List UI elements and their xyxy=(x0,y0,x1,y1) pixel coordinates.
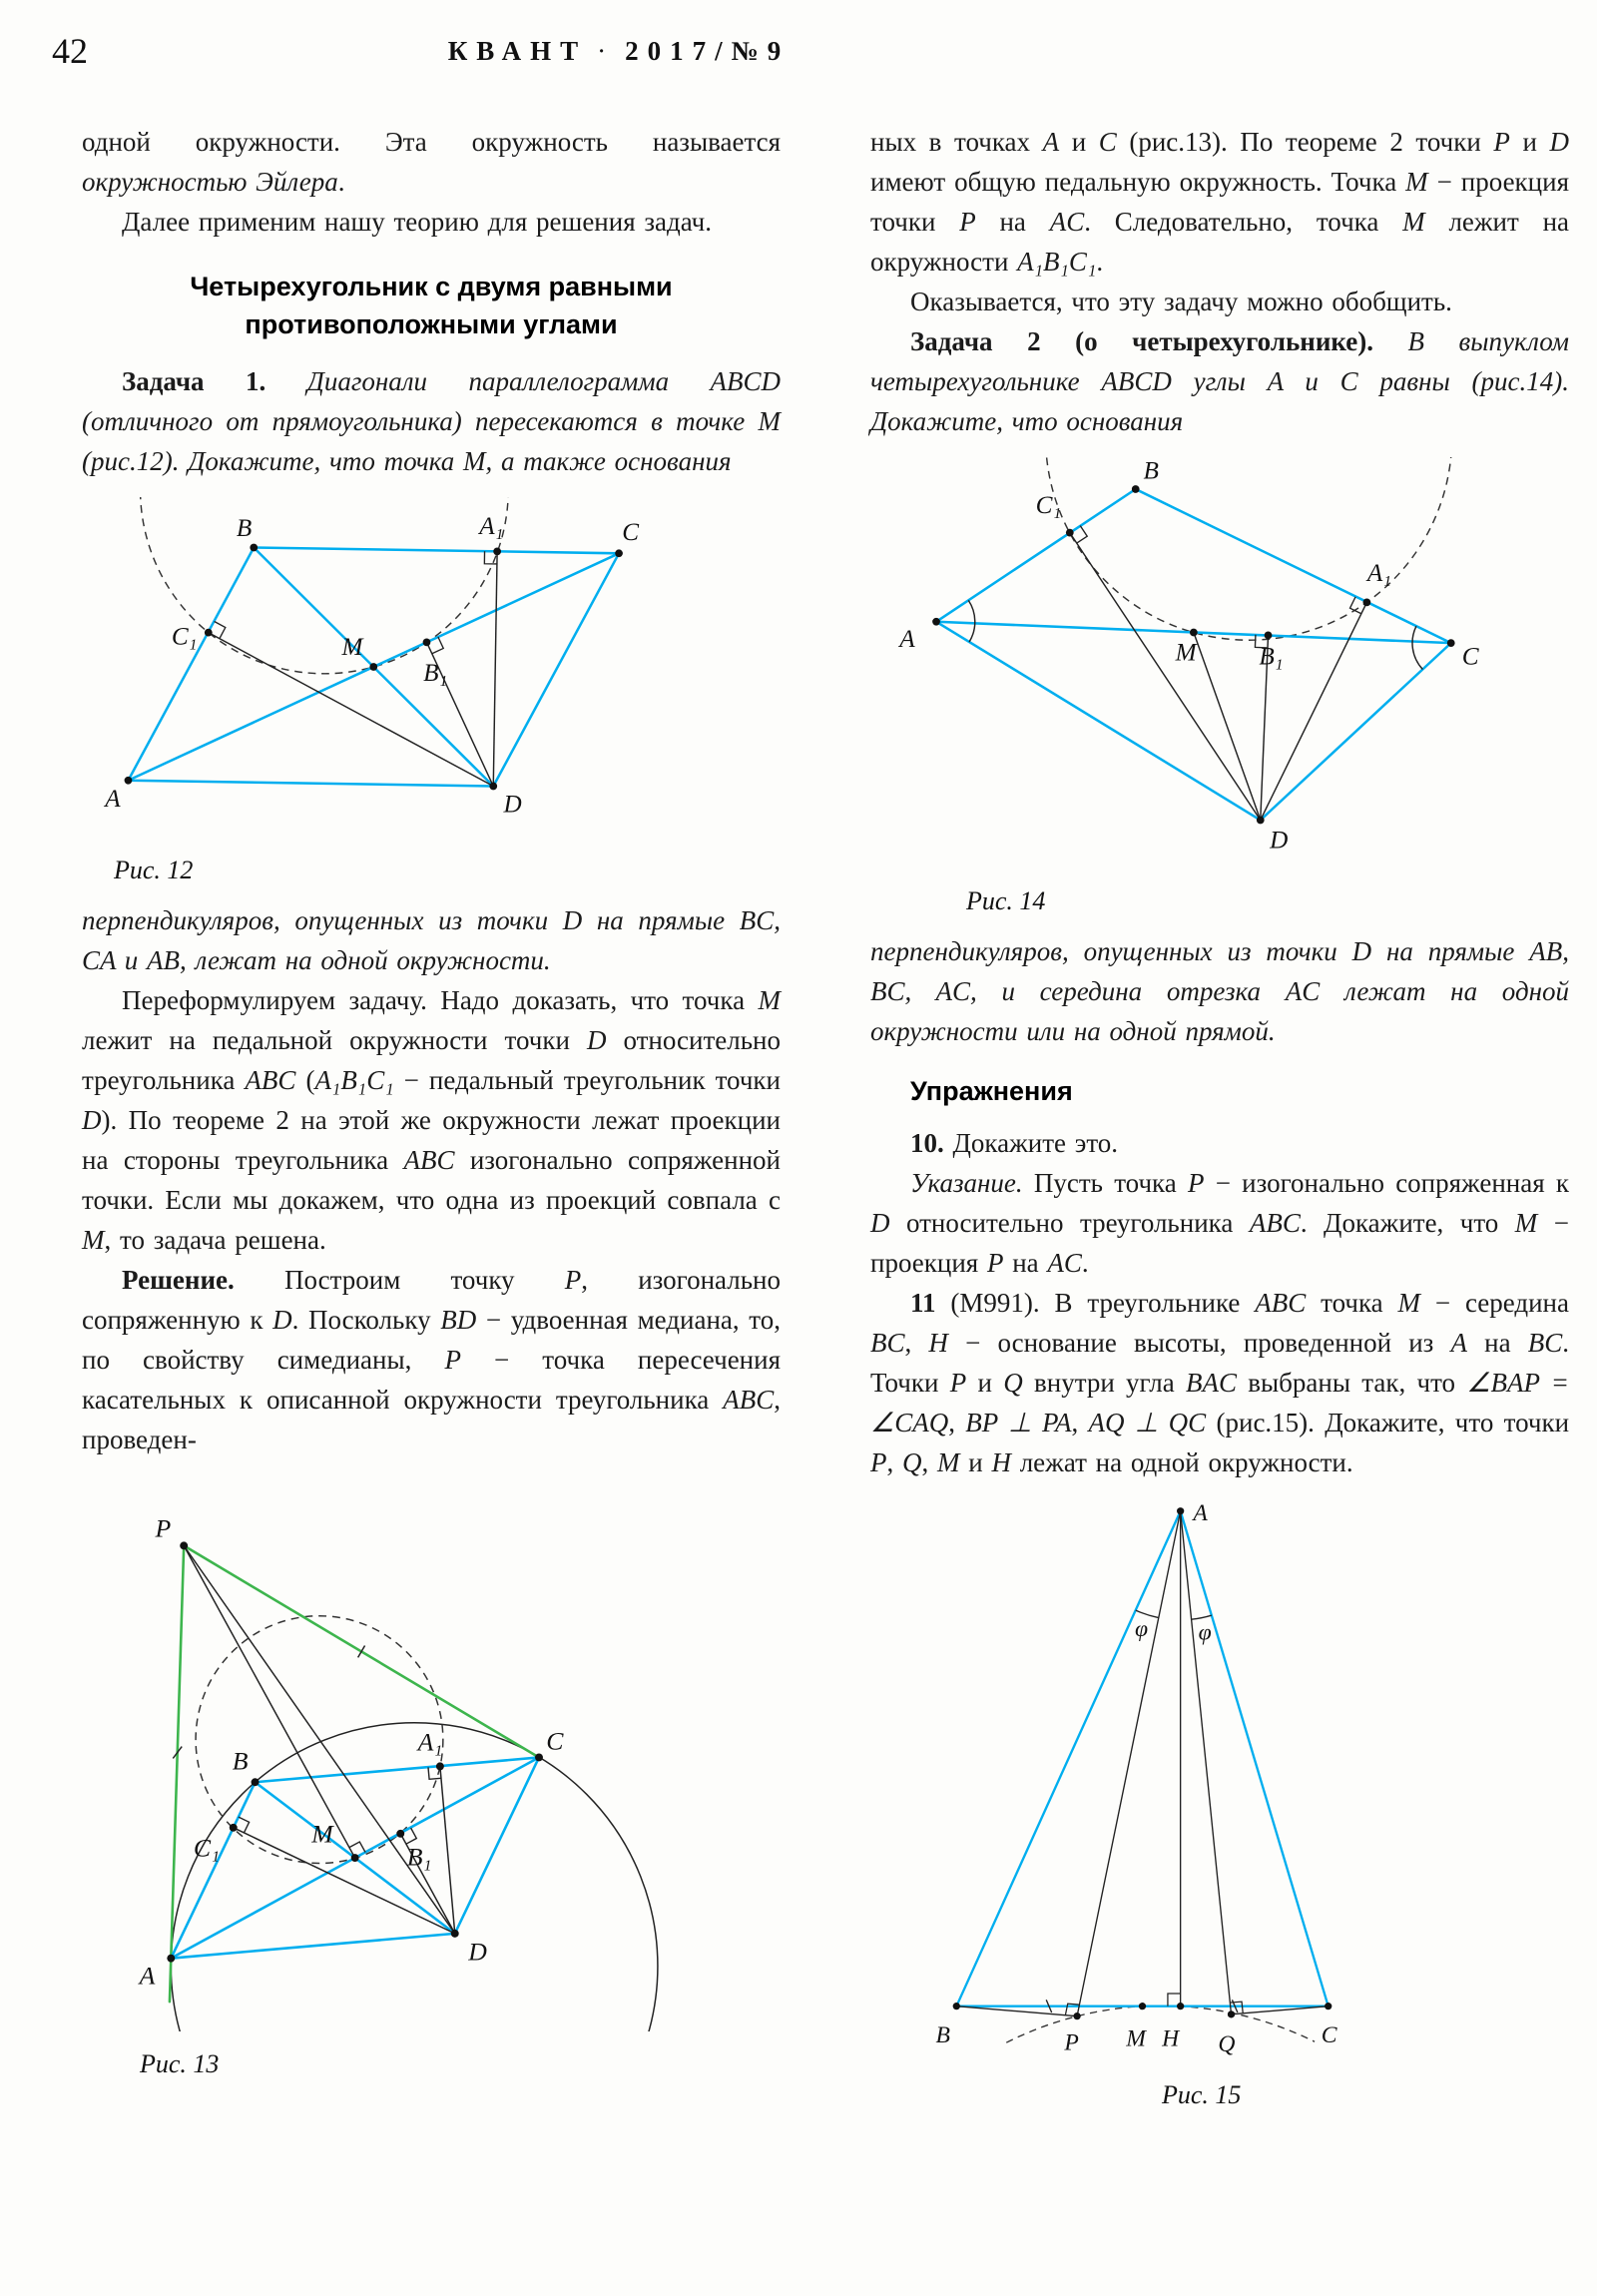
exercise-10-hint: Указание. Пусть точка P − изогонально сопряженная к D относительно треугольника ABC. Докажите, что M − проекция P на AC. xyxy=(870,1168,1569,1278)
fig15-label-phi-left: φ xyxy=(1135,1616,1149,1643)
fig12-label-A: A xyxy=(105,785,121,813)
fig14-label-D: D xyxy=(1270,827,1289,855)
solution-paragraph: Решение. Построим точку P, изогонально сопряженную к D. Поскольку BD − удвоенная медиана, то, по свойству симедианы, P − точка пересечения касательных к описанной окружности треугольника ABC, проведен- xyxy=(82,1265,781,1454)
figure-14 xyxy=(870,457,1569,879)
fig15-label-Q: Q xyxy=(1218,2031,1236,2058)
two-column-layout xyxy=(0,104,1597,2125)
fig12-perpendiculars-from-d xyxy=(209,551,497,786)
fig12-label-D: D xyxy=(503,791,522,819)
figure-12 xyxy=(82,497,781,849)
fig15-label-P: P xyxy=(1064,2029,1079,2056)
figure-13 xyxy=(82,1475,781,2042)
fig15-label-phi-right: φ xyxy=(1198,1619,1212,1646)
figure-12-drawing xyxy=(82,497,681,838)
fig12-label-B: B xyxy=(236,514,253,542)
paragraph-euler-circle: одной окружности. Эта окружность называется окружностью Эйлера. xyxy=(82,127,781,197)
exercises-heading: Упражнения xyxy=(910,1076,1073,1106)
problem-1-statement-continued: перпендикуляров, опущенных из точки D на прямые BC, CA и AB, лежат на одной окружности. xyxy=(82,905,781,975)
fig13-label-B: B xyxy=(232,1746,249,1776)
right-column xyxy=(870,122,1569,2125)
fig13-label-A: A xyxy=(139,1961,156,1991)
journal-header xyxy=(0,36,1238,67)
fig14-label-B: B xyxy=(1143,457,1159,485)
fig12-label-A1: A₁ xyxy=(479,512,504,540)
section-heading: Четырехугольник с двумя равными противоположными углами xyxy=(190,272,673,339)
fig14-label-A: A xyxy=(899,626,915,654)
fig12-label-C1: C₁ xyxy=(171,623,198,651)
fig15-label-C: C xyxy=(1321,2022,1337,2049)
fig13-point-dots xyxy=(167,1541,543,1962)
problem-2-statement-continued: перпендикуляров, опущенных из точки D на прямые AB, BC, AC, и середина отрезка AC лежат на одной окружности или на одной прямой. xyxy=(870,936,1569,1046)
header-separator: · xyxy=(597,36,616,66)
fig14-label-C: C xyxy=(1461,643,1479,671)
left-column xyxy=(82,122,781,2125)
exercise-11: 11 (М991). В треугольнике ABC точка M − середина BC, H − основание высоты, проведенной из A на BC. Точки P и Q внутри угла BAC выбраны так, что ∠BAP = ∠CAQ, BP ⊥ PA, AQ ⊥ QC (рис.15). Докажите, что точки P, Q, M и H лежат на одной окружности. xyxy=(870,1288,1570,1477)
figure-15 xyxy=(870,1498,1569,2073)
fig15-label-A: A xyxy=(1193,1499,1208,1526)
figure-15-caption: Рис. 15 xyxy=(1162,2080,1242,2109)
figure-13-caption: Рис. 13 xyxy=(140,2049,220,2078)
fig15-triangle xyxy=(956,1511,1328,2007)
fig13-label-D: D xyxy=(468,1937,487,1967)
fig13-label-C: C xyxy=(546,1726,564,1756)
problem-1-statement: Задача 1. Диагонали параллелограмма ABCD (отличного от прямоугольника) пересекаются в точке M (рис.12). Докажите, что точка M, а также основания xyxy=(82,366,781,476)
paragraph-reformulation: Переформулируем задачу. Надо доказать, что точка M лежит на педальной окружности точки D относительно треугольника ABC (A₁B₁C₁ − педальный треугольник точки D). По теореме 2 на этой же окружности лежат проекции на стороны треугольника ABC изогонально сопряженной точки. Если мы докажем, что одна из проекций совпала с M, то задача решена. xyxy=(82,985,781,1255)
fig15-label-B: B xyxy=(935,2022,950,2049)
fig15-label-H: H xyxy=(1162,2025,1180,2052)
journal-title: КВАНТ xyxy=(447,36,588,66)
page-header xyxy=(0,0,1597,104)
paragraph-apply-theory: Далее применим нашу теорию для решения задач. xyxy=(122,207,712,237)
fig13-construction-lines xyxy=(184,1545,455,1934)
fig12-label-C: C xyxy=(622,518,640,546)
fig15-right-angle-marks xyxy=(1065,1994,1243,2015)
journal-issue: 2017/№9 xyxy=(625,36,791,66)
page-number: 42 xyxy=(52,31,88,71)
figure-14-drawing xyxy=(870,457,1509,868)
paragraph-solution-continued: ных в точках A и C (рис.13). По теореме 2 точки P и D имеют общую педальную окружность. Точка M − проекция точки P на AC. Следовательно, точка M лежит на окружности A₁B₁C₁. xyxy=(870,127,1570,277)
figure-12-caption: Рис. 12 xyxy=(114,856,194,884)
fig14-lines-from-d xyxy=(1070,533,1367,821)
paragraph-generalization: Оказывается, что эту задачу можно обобщить. xyxy=(910,287,1452,316)
fig14-label-M: M xyxy=(1175,639,1197,667)
figure-15-drawing xyxy=(870,1498,1414,2062)
fig15-cevians xyxy=(956,1511,1328,2016)
fig13-label-A1: A₁ xyxy=(417,1727,443,1757)
fig15-label-M: M xyxy=(1126,2025,1146,2052)
fig13-label-P: P xyxy=(155,1513,172,1543)
fig14-label-A1: A₁ xyxy=(1366,560,1392,588)
fig14-label-C1: C₁ xyxy=(1035,492,1062,520)
problem-2-statement: Задача 2 (о четырехугольнике). В выпуклом четырехугольнике ABCD углы A и C равны (рис.14). Докажите, что основания xyxy=(870,326,1569,436)
fig14-label-B1: B₁ xyxy=(1259,643,1284,671)
figure-14-caption: Рис. 14 xyxy=(966,886,1046,915)
fig12-label-B1: B₁ xyxy=(423,660,448,688)
fig13-label-M: M xyxy=(311,1819,333,1849)
fig15-point-dots xyxy=(953,1507,1332,2019)
exercise-10: 10. Докажите это. xyxy=(910,1128,1119,1158)
fig12-point-dots xyxy=(125,544,623,791)
fig12-label-M: M xyxy=(341,633,363,661)
fig13-label-C1: C₁ xyxy=(193,1833,221,1863)
fig13-label-B1: B₁ xyxy=(406,1842,432,1872)
figure-13-drawing xyxy=(82,1475,661,2031)
